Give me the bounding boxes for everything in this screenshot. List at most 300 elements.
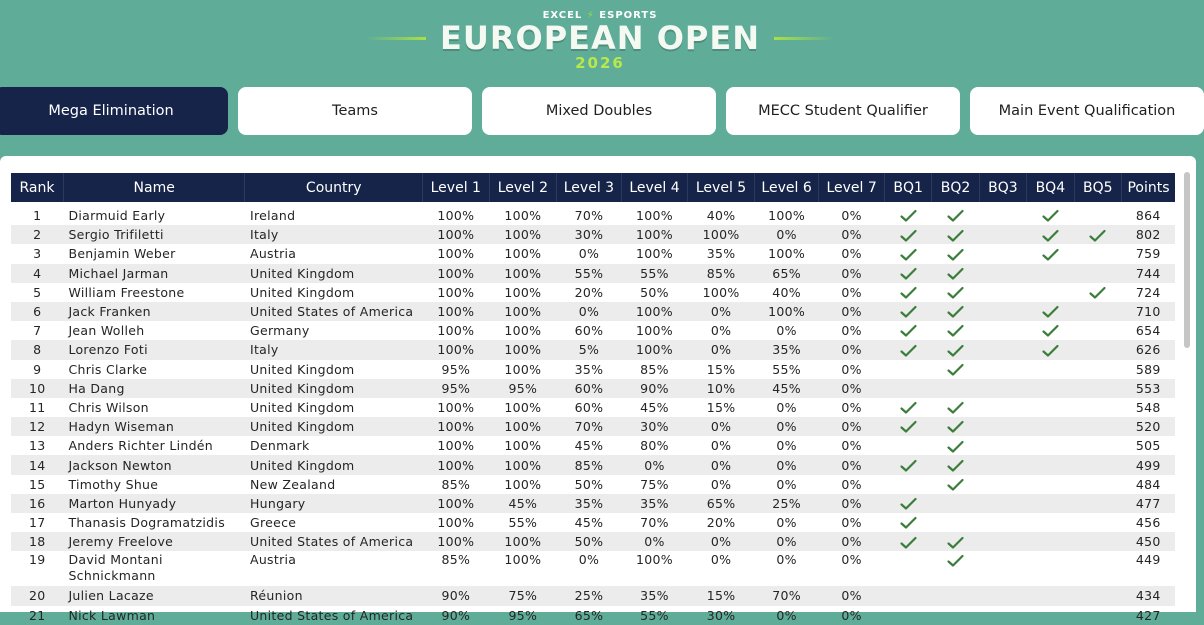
column-header-level-2[interactable]: Level 2 [489, 173, 557, 202]
level-4-cell: 55% [640, 607, 669, 623]
column-header-bq5[interactable]: BQ5 [1074, 173, 1121, 202]
checkmark-icon [947, 267, 964, 281]
results-panel [0, 156, 1196, 623]
level-2-cell: 100% [504, 438, 542, 454]
level-1-cell: 100% [423, 225, 490, 244]
rank-cell: 6 [11, 302, 63, 321]
column-header-level-4[interactable]: Level 4 [621, 173, 688, 202]
column-header-level-1[interactable]: Level 1 [423, 173, 490, 202]
level-7-cell: 0% [841, 607, 862, 623]
rank-cell: 12 [11, 417, 63, 436]
checkmark-icon [900, 209, 917, 223]
level-5-cell: 0% [688, 417, 755, 436]
level-5-cell: 40% [706, 208, 736, 224]
level-7-cell: 0% [819, 264, 885, 283]
checkmark-icon [947, 420, 964, 434]
level-3-cell: 45% [574, 515, 604, 531]
bq1-cell [884, 321, 931, 340]
name-cell: Sergio Trifiletti [63, 225, 245, 244]
rank-cell: 11 [28, 399, 46, 415]
bq3-cell [979, 225, 1026, 244]
level-6-cell: 100% [754, 302, 819, 321]
rank-cell: 5 [33, 284, 42, 300]
bq2-cell [932, 302, 979, 321]
points-cell: 449 [1135, 552, 1161, 568]
bq1-cell [884, 475, 931, 494]
table-row[interactable] [11, 417, 1175, 436]
bq2-cell [932, 244, 979, 263]
level-7-cell: 0% [841, 399, 862, 415]
level-1-cell: 100% [437, 284, 475, 300]
level-3-cell: 0% [578, 552, 600, 568]
bq4-cell [1027, 379, 1074, 398]
level-7-cell: 0% [841, 515, 862, 531]
checkmark-icon [1089, 286, 1106, 300]
bq1-cell [884, 398, 931, 417]
name-cell: Chris Wilson [68, 399, 149, 415]
checkmark-icon [1042, 229, 1059, 243]
column-header-rank[interactable]: Rank [11, 173, 63, 202]
checkmark-icon [900, 324, 917, 338]
name-cell: Julien Lacaze [63, 586, 245, 605]
level-1-cell: 100% [437, 515, 475, 531]
level-3-cell: 60% [574, 399, 604, 415]
points-cell: 477 [1121, 494, 1175, 513]
bq3-cell [979, 398, 1026, 417]
bq5-cell [1074, 340, 1121, 359]
level-1-cell: 95% [423, 379, 490, 398]
table-row[interactable] [11, 398, 1175, 417]
bq3-cell [979, 360, 1026, 379]
bq3-cell [979, 264, 1026, 283]
level-4-cell: 70% [640, 515, 669, 531]
table-row[interactable] [11, 206, 1175, 225]
name-cell: Jackson Newton [63, 455, 245, 474]
level-7-cell: 0% [819, 532, 885, 551]
rank-cell: 17 [28, 515, 46, 531]
level-1-cell: 100% [437, 399, 475, 415]
bq2-cell [932, 513, 979, 532]
points-cell: 499 [1121, 455, 1175, 474]
level-7-cell: 0% [819, 494, 885, 513]
bq5-cell [1074, 206, 1121, 225]
level-2-cell: 100% [489, 455, 557, 474]
bq5-cell [1074, 532, 1121, 551]
level-6-cell: 55% [772, 361, 801, 377]
level-2-cell: 100% [489, 225, 557, 244]
points-cell: 864 [1135, 208, 1161, 224]
level-2-cell: 100% [504, 399, 542, 415]
bq5-cell [1074, 379, 1121, 398]
table-row[interactable] [11, 340, 1175, 359]
name-cell: David Montani Schnickmann [68, 552, 163, 584]
level-4-cell: 100% [636, 323, 673, 339]
level-4-cell: 100% [621, 225, 688, 244]
level-4-cell: 100% [636, 552, 673, 568]
bq5-cell [1074, 398, 1121, 417]
checkmark-icon [947, 344, 964, 358]
table-row[interactable] [11, 551, 1175, 586]
column-header-name[interactable]: Name [63, 173, 245, 202]
level-7-cell: 0% [841, 552, 862, 568]
tab-mecc-student-qualifier[interactable]: MECC Student Qualifier [726, 87, 960, 135]
table-row[interactable] [11, 532, 1175, 551]
level-1-cell: 85% [441, 552, 471, 568]
bq1-cell [884, 360, 931, 379]
column-header-points[interactable]: Points [1121, 173, 1175, 202]
rank-cell: 7 [33, 323, 42, 339]
level-1-cell: 90% [423, 586, 490, 605]
name-cell: Diarmuid Early [68, 208, 166, 224]
checkmark-icon [900, 497, 917, 511]
level-3-cell: 35% [574, 361, 604, 377]
bq1-cell [884, 244, 931, 263]
bq1-cell [884, 551, 931, 586]
column-header-bq2[interactable]: BQ2 [932, 173, 979, 202]
bq2-cell [932, 283, 979, 302]
level-6-cell: 100% [768, 208, 806, 224]
checkmark-icon [947, 536, 964, 550]
bq1-cell [884, 379, 931, 398]
level-5-cell: 10% [688, 379, 755, 398]
bq5-cell [1074, 475, 1121, 494]
country-cell: United States of America [245, 532, 423, 551]
level-2-cell: 100% [504, 552, 542, 568]
bq4-cell [1027, 586, 1074, 605]
level-7-cell: 0% [841, 438, 862, 454]
level-1-cell: 100% [423, 340, 490, 359]
bq2-cell [932, 532, 979, 551]
level-5-cell: 15% [706, 399, 736, 415]
level-6-cell: 0% [754, 532, 819, 551]
level-7-cell: 0% [819, 302, 885, 321]
rank-cell: 13 [28, 438, 46, 454]
checkmark-icon [947, 554, 964, 568]
bq2-cell [932, 551, 979, 586]
level-6-cell: 0% [776, 438, 797, 454]
level-3-cell: 35% [557, 494, 622, 513]
bq3-cell [979, 606, 1026, 625]
bq1-cell [884, 606, 931, 625]
table-row[interactable] [11, 225, 1175, 244]
bq4-cell [1027, 551, 1074, 586]
tab-mixed-doubles[interactable]: Mixed Doubles [482, 87, 716, 135]
table-row[interactable] [11, 264, 1175, 283]
bq1-cell [884, 340, 931, 359]
country-cell: Italy [245, 225, 423, 244]
bq1-cell [884, 494, 931, 513]
column-header-bq1[interactable]: BQ1 [884, 173, 931, 202]
rank-cell: 2 [11, 225, 63, 244]
table-row[interactable] [11, 360, 1175, 379]
table-row[interactable] [11, 321, 1175, 340]
bq3-cell [979, 475, 1026, 494]
table-row[interactable] [11, 475, 1175, 494]
level-4-cell: 0% [621, 455, 688, 474]
bq2-cell [932, 606, 979, 625]
table-row[interactable] [11, 606, 1175, 625]
bq2-cell [932, 321, 979, 340]
name-cell: Lorenzo Foti [63, 340, 245, 359]
level-6-cell: 40% [772, 284, 801, 300]
level-4-cell: 100% [621, 302, 688, 321]
name-cell: Anders Richter Lindén [68, 438, 214, 454]
level-1-cell: 90% [441, 607, 471, 623]
checkmark-icon [947, 286, 964, 300]
bq1-cell [884, 532, 931, 551]
level-5-cell: 65% [688, 494, 755, 513]
level-6-cell: 100% [768, 246, 806, 262]
name-cell: Thanasis Dogramatzidis [68, 515, 226, 531]
level-1-cell: 100% [423, 532, 490, 551]
table-row[interactable] [11, 455, 1175, 474]
bq4-cell [1027, 417, 1074, 436]
level-2-cell: 75% [489, 586, 557, 605]
table-row[interactable] [11, 379, 1175, 398]
level-2-cell: 95% [508, 607, 538, 623]
checkmark-icon [1042, 344, 1059, 358]
level-3-cell: 0% [578, 246, 600, 262]
level-5-cell: 15% [688, 586, 755, 605]
bq3-cell [979, 436, 1026, 455]
level-4-cell: 90% [621, 379, 688, 398]
level-1-cell: 85% [441, 476, 471, 492]
name-cell: Nick Lawman [68, 607, 156, 623]
points-cell: 456 [1135, 515, 1161, 531]
results-table [11, 173, 1175, 625]
bq4-cell [1027, 532, 1074, 551]
bq4-cell [1027, 606, 1074, 625]
brand-name-left: EXCEL [542, 10, 583, 21]
column-header-level-5[interactable]: Level 5 [688, 173, 755, 202]
level-6-cell: 0% [776, 399, 797, 415]
bq3-cell [979, 513, 1026, 532]
bq4-cell [1027, 398, 1074, 417]
event-year: 2026 [575, 54, 625, 72]
column-header-bq3[interactable]: BQ3 [979, 173, 1026, 202]
points-cell: 520 [1121, 417, 1175, 436]
bq5-cell [1074, 360, 1121, 379]
title-decoration-right [774, 37, 834, 40]
checkmark-icon [900, 401, 917, 415]
brand-name-accent: ⚡ [586, 10, 595, 21]
name-cell: Benjamin Weber [68, 246, 176, 262]
bq2-cell [932, 398, 979, 417]
level-2-cell: 100% [504, 208, 542, 224]
bq4-cell [1027, 264, 1074, 283]
name-cell: Michael Jarman [63, 264, 245, 283]
name-cell: Jean Wolleh [68, 323, 145, 339]
level-7-cell: 0% [819, 340, 885, 359]
table-row[interactable] [11, 513, 1175, 532]
level-5-cell: 100% [702, 284, 740, 300]
bq2-cell [932, 494, 979, 513]
level-6-cell: 0% [754, 417, 819, 436]
name-cell: Jack Franken [63, 302, 245, 321]
country-cell: United States of America [245, 302, 423, 321]
bq4-cell [1027, 206, 1074, 225]
points-cell: 553 [1121, 379, 1175, 398]
level-2-cell: 100% [489, 302, 557, 321]
table-row[interactable] [11, 436, 1175, 455]
bq5-cell [1074, 586, 1121, 605]
column-header-level-6[interactable]: Level 6 [754, 173, 819, 202]
tab-main-event-qualification[interactable]: Main Event Qualification [970, 87, 1204, 135]
rank-cell: 4 [11, 264, 63, 283]
points-cell: 505 [1135, 438, 1161, 454]
level-1-cell: 100% [423, 417, 490, 436]
bq4-cell [1027, 283, 1074, 302]
bq4-cell [1027, 475, 1074, 494]
scrollbar[interactable] [1184, 172, 1190, 612]
rank-cell: 21 [28, 607, 46, 623]
bq3-cell [979, 206, 1026, 225]
bq1-cell [884, 455, 931, 474]
header [0, 0, 1200, 80]
name-cell: Jeremy Freelove [63, 532, 245, 551]
level-4-cell: 75% [640, 476, 669, 492]
bq4-cell [1027, 455, 1074, 474]
checkmark-icon [900, 286, 917, 300]
level-7-cell: 0% [841, 476, 862, 492]
level-3-cell: 50% [557, 532, 622, 551]
level-7-cell: 0% [841, 246, 862, 262]
level-1-cell: 100% [437, 246, 475, 262]
table-row[interactable] [11, 283, 1175, 302]
column-header-level-3[interactable]: Level 3 [557, 173, 622, 202]
tab-mega-elimination[interactable]: Mega Elimination [0, 87, 228, 135]
rank-cell: 18 [11, 532, 63, 551]
level-6-cell: 25% [754, 494, 819, 513]
bq5-cell [1074, 283, 1121, 302]
points-cell: 710 [1121, 302, 1175, 321]
level-4-cell: 45% [640, 399, 669, 415]
bq5-cell [1074, 551, 1121, 586]
level-5-cell: 15% [706, 361, 736, 377]
country-cell: United Kingdom [245, 455, 423, 474]
checkmark-icon [900, 459, 917, 473]
tab-teams[interactable]: Teams [238, 87, 472, 135]
level-5-cell: 0% [710, 476, 732, 492]
table-row[interactable] [11, 586, 1175, 605]
points-cell: 484 [1135, 476, 1161, 492]
column-header-bq4[interactable]: BQ4 [1027, 173, 1074, 202]
points-cell: 450 [1121, 532, 1175, 551]
country-cell: United States of America [249, 607, 414, 623]
level-7-cell: 0% [841, 284, 862, 300]
level-3-cell: 20% [574, 284, 604, 300]
bq5-cell [1074, 436, 1121, 455]
level-6-cell: 0% [776, 607, 797, 623]
checkmark-icon [947, 478, 964, 492]
level-6-cell: 0% [754, 455, 819, 474]
table-row[interactable] [11, 302, 1175, 321]
bq1-cell [884, 586, 931, 605]
country-cell: United Kingdom [245, 264, 423, 283]
points-cell: 654 [1135, 323, 1161, 339]
name-cell: William Freestone [68, 284, 185, 300]
checkmark-icon [900, 248, 917, 262]
bq1-cell [884, 417, 931, 436]
bq3-cell [979, 494, 1026, 513]
checkmark-icon [1042, 324, 1059, 338]
checkmark-icon [900, 536, 917, 550]
table-row[interactable] [11, 494, 1175, 513]
bq3-cell [979, 321, 1026, 340]
bq1-cell [884, 302, 931, 321]
title-decoration-left [366, 37, 426, 40]
level-2-cell: 100% [504, 476, 542, 492]
points-cell: 802 [1121, 225, 1175, 244]
country-cell: United Kingdom [249, 361, 355, 377]
checkmark-icon [947, 248, 964, 262]
column-header-country[interactable]: Country [245, 173, 423, 202]
level-3-cell: 55% [557, 264, 622, 283]
points-cell: 434 [1121, 586, 1175, 605]
bq4-cell [1027, 321, 1074, 340]
bq2-cell [932, 475, 979, 494]
level-3-cell: 0% [557, 302, 622, 321]
level-7-cell: 0% [819, 417, 885, 436]
column-header-level-7[interactable]: Level 7 [819, 173, 885, 202]
level-3-cell: 45% [574, 438, 604, 454]
bq3-cell [979, 340, 1026, 359]
bq4-cell [1027, 244, 1074, 263]
bq4-cell [1027, 302, 1074, 321]
level-7-cell: 0% [819, 586, 885, 605]
bq5-cell [1074, 417, 1121, 436]
level-7-cell: 0% [819, 225, 885, 244]
level-6-cell: 35% [754, 340, 819, 359]
bq2-cell [932, 340, 979, 359]
level-1-cell: 100% [423, 455, 490, 474]
rank-cell: 16 [11, 494, 63, 513]
level-2-cell: 100% [489, 340, 557, 359]
level-6-cell: 0% [776, 515, 797, 531]
level-4-cell: 85% [640, 361, 669, 377]
level-1-cell: 100% [437, 438, 475, 454]
bq5-cell [1074, 244, 1121, 263]
bq2-cell [932, 436, 979, 455]
rank-cell: 20 [11, 586, 63, 605]
bq5-cell [1074, 606, 1121, 625]
bq2-cell [932, 417, 979, 436]
bq3-cell [979, 283, 1026, 302]
level-3-cell: 30% [557, 225, 622, 244]
level-5-cell: 0% [688, 455, 755, 474]
level-7-cell: 0% [819, 379, 885, 398]
level-2-cell: 100% [489, 417, 557, 436]
level-5-cell: 0% [688, 532, 755, 551]
bq3-cell [979, 302, 1026, 321]
bq2-cell [932, 360, 979, 379]
bq3-cell [979, 586, 1026, 605]
table-row[interactable] [11, 244, 1175, 263]
bq5-cell [1074, 455, 1121, 474]
level-5-cell: 35% [706, 246, 736, 262]
level-3-cell: 65% [574, 607, 604, 623]
level-6-cell: 0% [754, 225, 819, 244]
name-cell: Hadyn Wiseman [63, 417, 245, 436]
country-cell: Germany [249, 323, 310, 339]
checkmark-icon [900, 344, 917, 358]
page-title: EUROPEAN OPEN [440, 19, 760, 57]
rank-cell: 15 [28, 476, 46, 492]
bq5-cell [1074, 264, 1121, 283]
level-6-cell: 0% [776, 323, 797, 339]
scrollbar-thumb[interactable] [1184, 172, 1190, 348]
country-cell: United Kingdom [245, 379, 423, 398]
